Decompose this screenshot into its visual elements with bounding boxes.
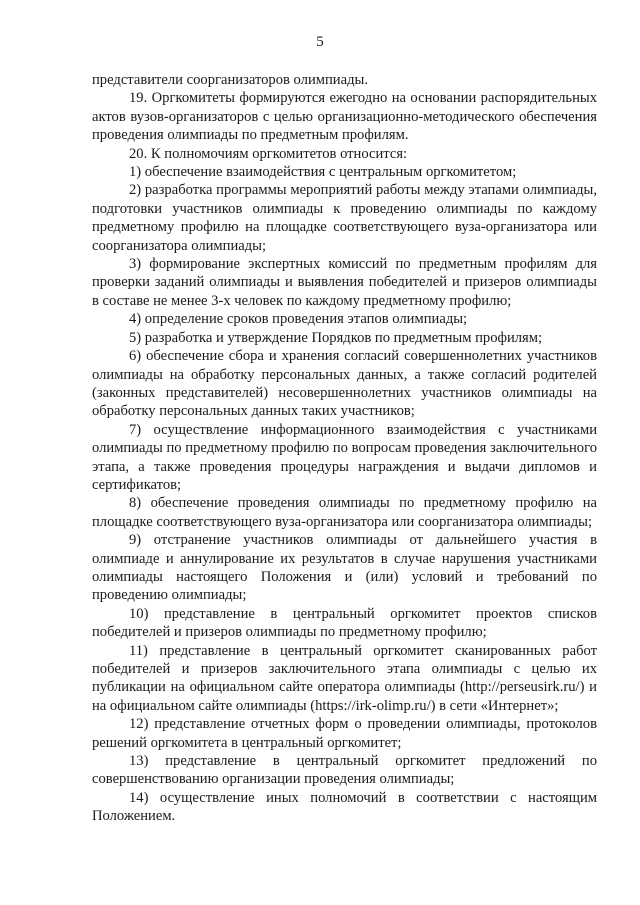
list-item-5: 5) разработка и утверждение Порядков по предметным профилям;	[129, 329, 543, 346]
list-item-3: 3) формирование экспертных комиссий по предметным профилям для проверки заданий олимпиады и выявления победителей и призеров олимпиады в составе не менее 3-х человек по каждому предметному профилю;	[92, 256, 597, 309]
list-item-4: 4) определение сроков проведения этапов олимпиады;	[129, 311, 468, 328]
list-item-12: 12) представление отчетных форм о проведении олимпиады, протоколов решений оргкомитета в центральный оргкомитет;	[92, 716, 597, 751]
paragraph-item-19: 19. Оргкомитеты формируются ежегодно на основании распорядительных актов вузов-организаторов с целью организационно-методического обеспечения проведения олимпиады по предметным профилям.	[92, 90, 597, 144]
list-item-11: 11) представление в центральный оргкомитет сканированных работ победителей и призеров заключительного этапа олимпиады с целью их публикации на официальном сайте оператора олимпиады (http://perseusirk.ru/) и на официальном сайте олимпиады (https://irk-olimp.ru/) в сети «Интернет»;	[92, 642, 597, 714]
document-body	[92, 71, 597, 826]
paragraph-item-20: 20. К полномочиям оргкомитетов относится:	[129, 145, 408, 162]
list-item-6: 6) обеспечение сбора и хранения согласий совершеннолетних участников олимпиады на обработку персональных данных, а также согласий родителей (законных представителей) несовершеннолетних участников олимпиады на обработку персональных данных таких участников;	[92, 348, 597, 420]
list-item-8: 8) обеспечение проведения олимпиады по предметному профилю на площадке соответствующего вуза-организатора или соорганизатора олимпиады;	[92, 495, 597, 530]
paragraph-continuation: представители соорганизаторов олимпиады.	[92, 72, 368, 88]
list-item-10: 10) представление в центральный оргкомитет проектов списков победителей и призеров олимпиады по предметному профилю;	[92, 605, 597, 641]
list-item-7: 7) осуществление информационного взаимодействия с участниками олимпиады по предметному профилю по вопросам проведения заключительного этапа, а также проведения процедуры награждения и выдачи дипломов и сертификатов;	[92, 421, 597, 493]
list-item-9: 9) отстранение участников олимпиады от дальнейшего участия в олимпиаде и аннулирование их результатов в случае нарушения участниками олимпиады настоящего Положения и (или) условий и требований по проведению олимпиады;	[92, 532, 597, 604]
list-item-1: 1) обеспечение взаимодействия с центральным оргкомитетом;	[129, 164, 517, 181]
list-item-14: 14) осуществление иных полномочий в соответствии с настоящим Положением.	[92, 789, 597, 825]
page-number: 5	[316, 34, 324, 50]
list-item-13: 13) представление в центральный оргкомитет предложений по совершенствованию организации проведения олимпиады;	[92, 753, 597, 788]
list-item-2: 2) разработка программы мероприятий работы между этапами олимпиады, подготовки участников олимпиады к проведению олимпиады по каждому предметному профилю на площадке соответствующего вуза-организатора или соорганизатора олимпиады;	[92, 182, 597, 254]
